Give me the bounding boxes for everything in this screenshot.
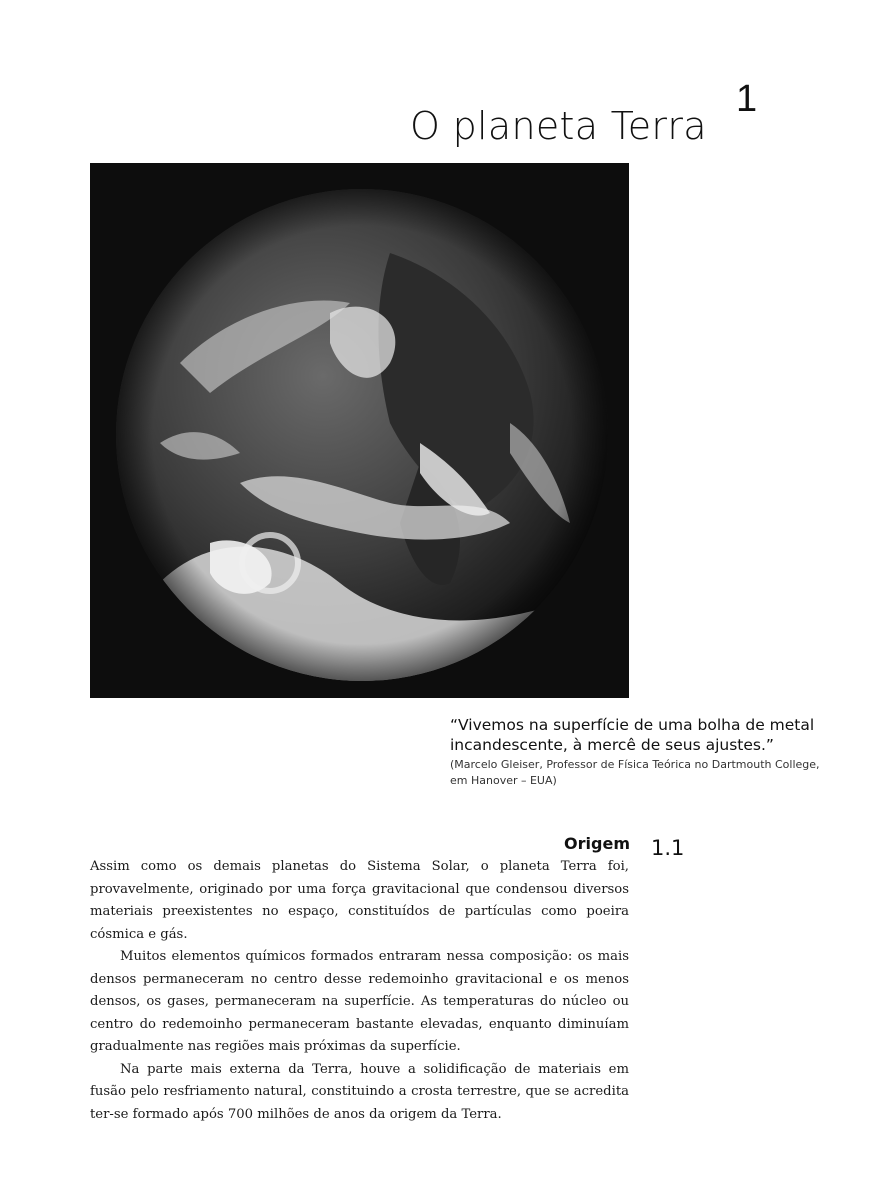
paragraph-2: Muitos elementos químicos formados entraram nessa composição: os mais densos permaneceram no centro desse redemoinho gravitacional e os menos densos, os gases, permaneceram na superfície. As temperaturas do núcleo ou centro do redemoinho permaneceram bastante elevadas, enquanto diminuíam gradualmente nas regiões mais próximas da superfície. <box>90 949 629 1054</box>
epigraph-quote <box>450 715 850 755</box>
paragraph-1: Assim como os demais planetas do Sistema Solar, o planeta Terra foi, provavelmente, originado por uma força gravitacional que condensou diversos materiais preexistentes no espaço, constituídos de partículas como poeira cósmica e gás. <box>90 859 629 942</box>
earth-photo <box>90 163 629 698</box>
quote-line-2: incandescente, à mercê de seus ajustes.” <box>450 736 774 754</box>
section-title: Origem <box>564 834 630 853</box>
body-text <box>90 856 629 1126</box>
section-number: 1.1 <box>651 836 685 860</box>
epigraph-attribution <box>450 757 850 789</box>
epigraph <box>450 715 850 789</box>
earth-from-space-icon <box>90 163 629 698</box>
attribution-line-1: (Marcelo Gleiser, Professor de Física Teórica no Dartmouth College, <box>450 758 820 771</box>
chapter-number: 1 <box>736 78 758 120</box>
chapter-title: O planeta Terra <box>410 104 707 148</box>
paragraph-3: Na parte mais externa da Terra, houve a solidificação de materiais em fusão pelo resfriamento natural, constituindo a crosta terrestre, que se acredita ter-se formado após 700 milhões de anos da origem da Terra. <box>90 1061 629 1122</box>
quote-line-1: “Vivemos na superfície de uma bolha de metal <box>450 716 815 734</box>
attribution-line-2: em Hanover – EUA) <box>450 774 557 787</box>
